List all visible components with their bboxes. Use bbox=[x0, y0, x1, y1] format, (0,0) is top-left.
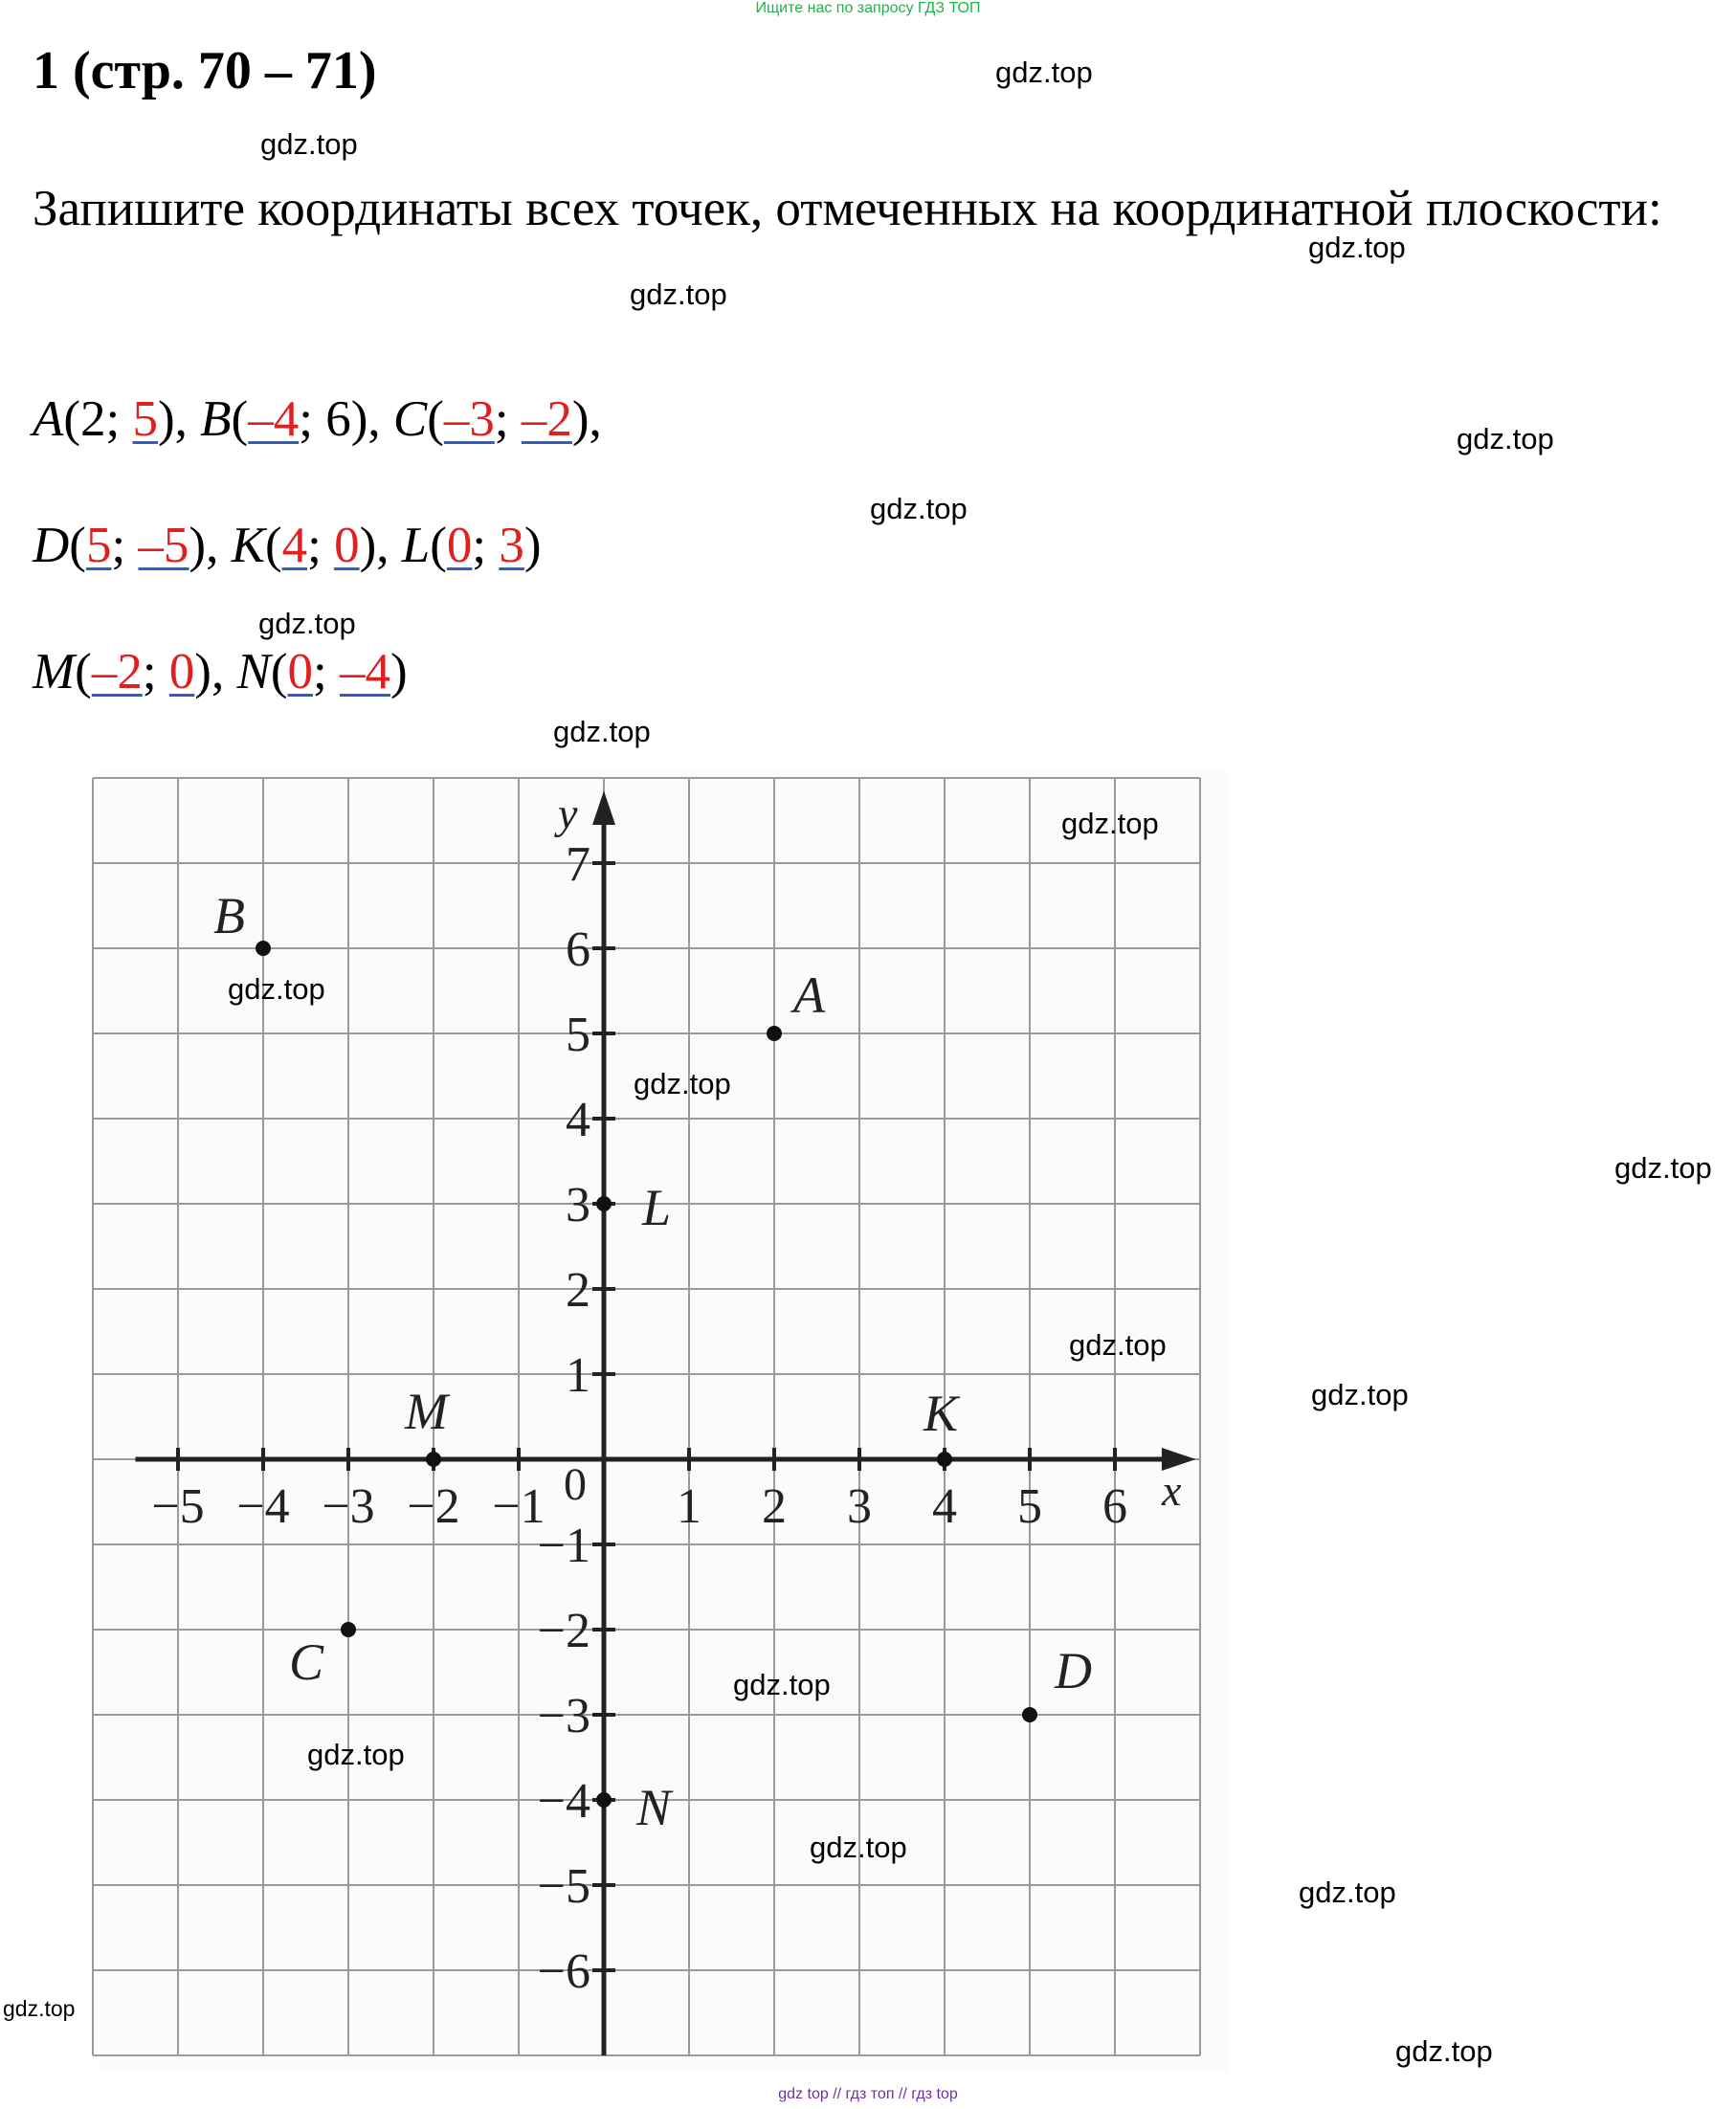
watermark: gdz.top bbox=[1299, 1876, 1396, 1909]
watermark: gdz.top bbox=[1308, 231, 1406, 264]
point-name-d: D bbox=[33, 518, 70, 573]
watermark: gdz.top bbox=[634, 1067, 731, 1100]
point-name-m: M bbox=[33, 644, 76, 699]
x-tick-label: −1 bbox=[492, 1479, 545, 1534]
point-label-n: N bbox=[636, 1779, 672, 1836]
point-label-b: B bbox=[213, 887, 245, 944]
answer-m-x: –2 bbox=[91, 644, 143, 699]
point-name-l: L bbox=[401, 518, 431, 573]
point-d bbox=[1022, 1707, 1037, 1722]
answer-line-1: A(2; 5), B(–4; 6), C(–3; –2), bbox=[33, 391, 602, 447]
answer-k-y: 0 bbox=[334, 518, 360, 573]
watermark: gdz.top bbox=[1061, 807, 1159, 840]
x-tick-label: 2 bbox=[762, 1479, 787, 1534]
search-banner[interactable]: Ищите нас по запросу ГДЗ ТОП bbox=[755, 0, 981, 16]
coordinate-plane bbox=[33, 770, 1229, 2086]
answer-b-y: 6 bbox=[325, 391, 351, 447]
watermark: gdz.top bbox=[3, 1996, 76, 2021]
x-tick-label: 1 bbox=[677, 1479, 701, 1534]
y-tick-label: 5 bbox=[566, 1008, 590, 1062]
x-tick-label: 3 bbox=[847, 1479, 872, 1534]
point-label-m: M bbox=[405, 1383, 448, 1440]
y-tick-label: 3 bbox=[566, 1178, 590, 1232]
x-tick-label: −2 bbox=[407, 1479, 460, 1534]
answer-c-x: –3 bbox=[443, 391, 495, 447]
x-tick-label: −5 bbox=[151, 1479, 205, 1534]
point-n bbox=[596, 1792, 612, 1808]
watermark: gdz.top bbox=[1311, 1378, 1409, 1411]
exercise-title: 1 (стр. 70 – 71) bbox=[33, 41, 377, 100]
point-k bbox=[937, 1452, 952, 1467]
x-tick-label: −3 bbox=[322, 1479, 375, 1534]
watermark: gdz.top bbox=[553, 715, 651, 748]
point-label-d: D bbox=[1055, 1642, 1092, 1699]
y-tick-label: 1 bbox=[566, 1348, 590, 1403]
y-tick-label: −6 bbox=[537, 1944, 590, 1999]
x-tick-label: 6 bbox=[1102, 1479, 1127, 1534]
y-tick-label: 6 bbox=[566, 922, 590, 977]
point-name-b: B bbox=[200, 391, 232, 447]
watermark: gdz.top bbox=[1395, 2034, 1493, 2068]
x-tick-label: 5 bbox=[1017, 1479, 1042, 1534]
watermark: gdz.top bbox=[228, 972, 325, 1006]
point-name-k: K bbox=[231, 518, 265, 573]
y-tick-label: 2 bbox=[566, 1263, 590, 1318]
answer-d-y: –5 bbox=[138, 518, 189, 573]
y-tick-label: −5 bbox=[537, 1859, 590, 1914]
point-label-c: C bbox=[289, 1633, 324, 1691]
watermark: gdz.top bbox=[307, 1738, 405, 1771]
point-m bbox=[426, 1452, 441, 1467]
plane-background bbox=[100, 770, 1229, 2072]
y-tick-label: −3 bbox=[537, 1689, 590, 1743]
y-tick-label: −1 bbox=[537, 1519, 590, 1573]
point-a bbox=[767, 1026, 782, 1041]
watermark: gdz.top bbox=[995, 56, 1093, 89]
watermark: gdz.top bbox=[870, 492, 968, 525]
answer-a-y: 5 bbox=[132, 391, 159, 447]
answer-m-y: 0 bbox=[168, 644, 195, 699]
watermark: gdz.top bbox=[260, 127, 358, 161]
point-name-a: A bbox=[33, 391, 64, 447]
watermark: gdz.top bbox=[1457, 422, 1554, 455]
answer-line-2: D(5; –5), K(4; 0), L(0; 3) bbox=[33, 518, 542, 573]
y-tick-label: −2 bbox=[537, 1604, 590, 1658]
answer-line-3: M(–2; 0), N(0; –4) bbox=[33, 644, 408, 699]
point-name-n: N bbox=[236, 644, 271, 699]
footer-links[interactable]: gdz top // гдз топ // гдз top bbox=[778, 2086, 958, 2102]
point-b bbox=[256, 941, 271, 956]
watermark: gdz.top bbox=[1614, 1151, 1712, 1185]
answer-l-x: 0 bbox=[446, 518, 473, 573]
point-label-l: L bbox=[642, 1179, 672, 1236]
answer-k-x: 4 bbox=[281, 518, 308, 573]
point-l bbox=[596, 1196, 612, 1211]
watermark: gdz.top bbox=[630, 278, 727, 311]
point-label-a: A bbox=[793, 966, 825, 1024]
answer-a-x: 2 bbox=[80, 391, 106, 447]
watermark: gdz.top bbox=[810, 1831, 907, 1864]
watermark: gdz.top bbox=[258, 607, 356, 640]
x-tick-label: −4 bbox=[236, 1479, 290, 1534]
x-axis-label: x bbox=[1161, 1466, 1182, 1515]
y-axis-label: y bbox=[558, 788, 578, 838]
y-tick-label: −4 bbox=[537, 1774, 590, 1829]
y-tick-label: 4 bbox=[566, 1093, 590, 1147]
point-name-c: C bbox=[392, 391, 428, 447]
point-c bbox=[341, 1622, 356, 1637]
origin-label: 0 bbox=[564, 1459, 587, 1510]
answer-b-x: –4 bbox=[248, 391, 300, 447]
answer-n-y: –4 bbox=[339, 644, 390, 699]
x-tick-label: 4 bbox=[932, 1479, 957, 1534]
answer-l-y: 3 bbox=[499, 518, 524, 573]
point-label-k: K bbox=[924, 1385, 959, 1442]
watermark: gdz.top bbox=[1069, 1328, 1167, 1362]
answer-c-y: –2 bbox=[521, 391, 572, 447]
y-tick-label: 7 bbox=[566, 837, 590, 892]
task-text: Запишите координаты всех точек, отмеченных на координатной плоскости: bbox=[33, 181, 1662, 236]
watermark: gdz.top bbox=[733, 1668, 831, 1701]
answer-d-x: 5 bbox=[85, 518, 112, 573]
answer-n-x: 0 bbox=[287, 644, 313, 699]
